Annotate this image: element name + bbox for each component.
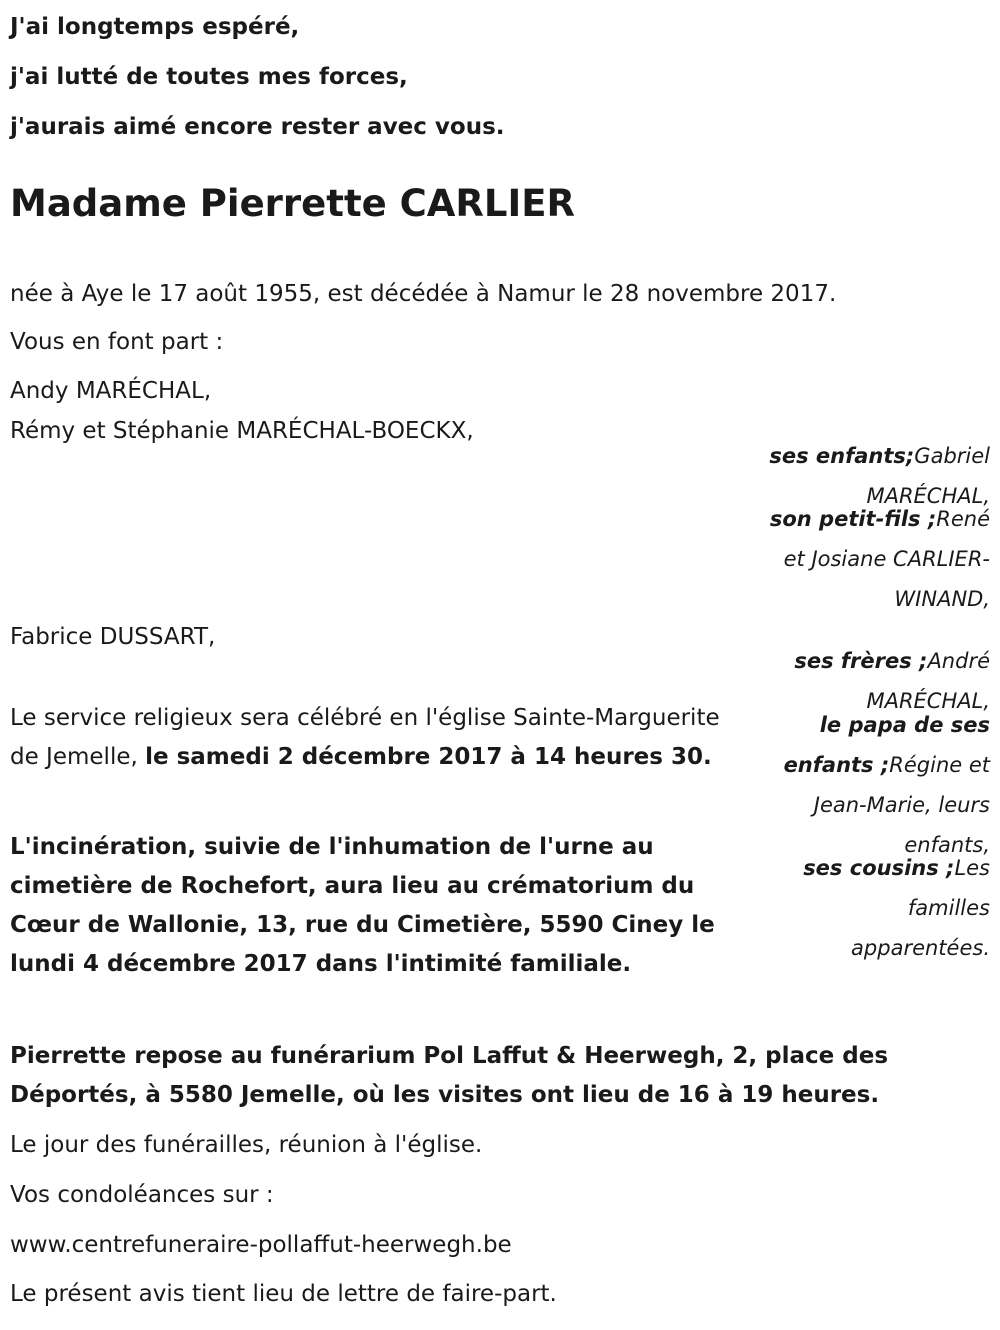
- family-fabrice: Fabrice DUSSART,: [10, 624, 216, 650]
- relation-father-of-children: le papa de ses enfants ;Régine et Jean-Marie, leurs enfants,: [783, 713, 990, 857]
- service-text: Le service religieux sera célébré en l'église Sainte-Marguerite de Jemelle,: [10, 705, 720, 770]
- website-link[interactable]: www.centrefuneraire-pollaffut-heerwegh.be: [10, 1232, 512, 1258]
- funeral-day-line: Le jour des funérailles, réunion à l'église.: [10, 1132, 483, 1158]
- service-date: le samedi 2 décembre 2017 à 14 heures 30.: [145, 744, 712, 770]
- poem-line-1: J'ai longtemps espéré,: [10, 14, 300, 40]
- funerarium-paragraph: Pierrette repose au funérarium Pol Laffut & Heerwegh, 2, place des Déportés, à 5580 Jemelle, où les visites ont lieu de 16 à 19 heures.: [10, 1043, 889, 1108]
- closing-line: Le présent avis tient lieu de lettre de faire-part.: [10, 1281, 557, 1307]
- birth-death-line: née à Aye le 17 août 1955, est décédée à Namur le 28 novembre 2017.: [10, 281, 837, 307]
- relation-grandson: son petit-fils ;René et Josiane CARLIER- WINAND,: [769, 507, 990, 611]
- deceased-name: Madame Pierrette CARLIER: [10, 182, 575, 225]
- family-children-2: Rémy et Stéphanie MARÉCHAL-BOECKX,: [10, 418, 474, 444]
- service-paragraph: [10, 699, 725, 777]
- poem-line-2: j'ai lutté de toutes mes forces,: [10, 64, 408, 90]
- relation-children: ses enfants;Gabriel MARÉCHAL,: [769, 444, 990, 508]
- family-children-1: Andy MARÉCHAL,: [10, 378, 212, 404]
- condolences-label: Vos condoléances sur :: [10, 1182, 274, 1208]
- relation-cousins: ses cousins ;Les familles apparentées.: [803, 856, 990, 960]
- announce-line: Vous en font part :: [10, 329, 224, 355]
- poem-line-3: j'aurais aimé encore rester avec vous.: [10, 114, 505, 140]
- cremation-paragraph: L'incinération, suivie de l'inhumation de l'urne au cimetière de Rochefort, aura lieu au crématorium du Cœur de Wallonie, 13, rue du Cimetière, 5590 Ciney le lundi 4 décembre 2017 dans l'intimité familiale.: [10, 834, 715, 977]
- relation-brothers: ses frères ;André MARÉCHAL,: [794, 649, 990, 713]
